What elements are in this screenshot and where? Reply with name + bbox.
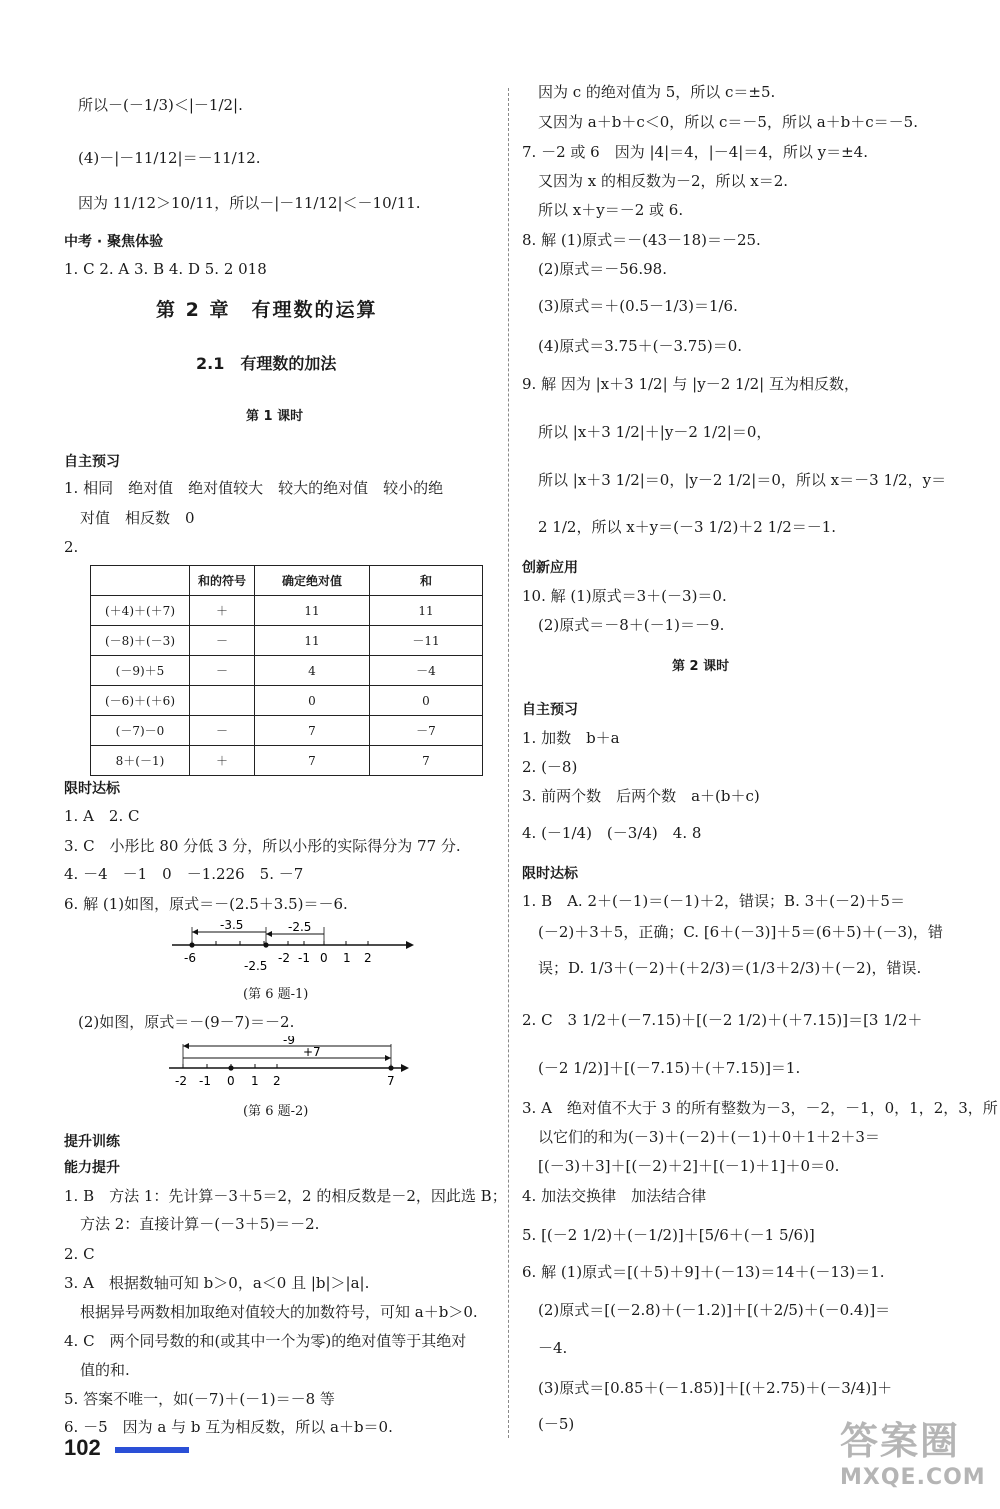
text-line: 又因为 x 的相反数为－2，所以 x＝2. [538,172,789,190]
fig-label: 0 [320,951,328,965]
table-cell: 4 [255,656,370,686]
table-cell: (－8)＋(－3) [91,626,190,656]
number-line-figure-2 [165,1036,410,1098]
table-cell: (－7)－0 [91,716,190,746]
text-line: 4. C 两个同号数的和(或其中一个为零)的绝对值等于其绝对 [64,1332,467,1350]
table-cell: 0 [370,686,483,716]
fig-label: -2 [278,951,290,965]
lesson-title: 第 1 课时 [246,409,304,424]
table-cell: － [190,626,255,656]
text-line: －4. [538,1339,568,1357]
table-header-row [91,566,483,596]
text-line: (－2)＋3＋5，正确；C. [6＋(－3)]＋5＝(6＋5)＋(－3)，错 [538,923,943,941]
fig-label: -1 [199,1074,211,1088]
text-line: (2)原式＝－8＋(－1)＝－9. [538,616,725,634]
number-line-figure-1 [170,918,415,978]
text-line: 方法 2：直接计算－(－3＋5)＝－2. [80,1215,320,1233]
table-header: 和的符号 [190,566,255,596]
subsection-header: 自主预习 [522,702,578,718]
text-line: 4. 加法交换律 加法结合律 [522,1187,707,1205]
table-cell: 7 [255,746,370,776]
figure-caption: (第 6 题-2) [243,1104,309,1119]
table-cell: － [190,716,255,746]
text-line: 又因为 a＋b＋c＜0，所以 c＝－5，所以 a＋b＋c＝－5. [538,113,918,131]
text-line: 8. 解 (1)原式＝－(43－18)＝－25. [522,231,761,249]
table-cell: － [190,656,255,686]
table-cell: 0 [255,686,370,716]
fig-label: -2.5 [244,959,268,973]
text-line: 3. 前两个数 后两个数 a＋(b＋c) [522,787,760,805]
text-line: 2. C 3 1/2＋(－7.15)＋[(－2 1/2)＋(＋7.15)]＝[3 1/2＋ [522,1011,923,1029]
fig-label: -2 [175,1074,187,1088]
text-line: 1. B 方法 1：先计算－3＋5＝2，2 的相反数是－2，因此选 B； [64,1187,507,1205]
text-line: 误；D. 1/3＋(－2)＋(＋2/3)＝(1/3＋2/3)＋(－2)，错误. [538,959,922,977]
text-line: 7. －2 或 6 因为 |4|＝4，|－4|＝4，所以 y＝±4. [522,143,868,161]
text-line: (－2 1/2)]＋[(－7.15)＋(＋7.15)]＝1. [538,1059,801,1077]
text-line: 1. 加数 b＋a [522,729,620,747]
column-divider [508,88,509,1438]
fig-label: +7 [303,1045,321,1059]
addition-table [90,565,483,776]
figure-caption: (第 6 题-1) [243,987,309,1002]
text-line: (－5) [538,1415,575,1433]
text-line: 3. C 小彤比 80 分低 3 分，所以小彤的实际得分为 77 分. [64,837,461,855]
fig-label: 1 [251,1074,259,1088]
text-line: 因为 c 的绝对值为 5，所以 c＝±5. [538,83,776,101]
fig-label: -9 [283,1036,295,1047]
fig-label: 0 [227,1074,235,1088]
table-cell: 7 [370,746,483,776]
table-cell: ＋ [190,596,255,626]
text-line: [(－3)＋3]＋[(－2)＋2]＋[(－1)＋1]＋0＝0. [538,1157,840,1175]
text-line: 6. 解 (1)如图，原式＝－(2.5＋3.5)＝－6. [64,895,348,913]
text-line: 3. A 绝对值不大于 3 的所有整数为－3，－2，－1，0，1，2，3，所 [522,1099,998,1117]
fig-label: -1 [298,951,310,965]
table-row [91,686,483,716]
text-line: (2)原式＝[(－2.8)＋(－1.2)]＋[(＋2/5)＋(－0.4)]＝ [538,1301,891,1319]
table-cell: 11 [370,596,483,626]
text-line: (2)原式＝－56.98. [538,260,667,278]
table-cell: －7 [370,716,483,746]
fig-label: 7 [387,1074,395,1088]
subsection-header: 自主预习 [64,454,120,470]
point-origin [228,1065,233,1070]
table-row [91,596,483,626]
table-header: 确定绝对值 [255,566,370,596]
arrow-head [406,941,414,949]
zhongkao-answers: 1. C 2. A 3. B 4. D 5. 2 018 [64,260,267,278]
subsection-header: 限时达标 [522,866,578,882]
table-row [91,626,483,656]
fig-label: -6 [184,951,196,965]
text-line: (3)原式＝＋(0.5－1/3)＝1/6. [538,297,738,315]
text-line: 所以－(－1/3)＜|－1/2|. [78,96,243,114]
text-line: 2. C [64,1245,95,1263]
page-number-bar [115,1447,189,1453]
text-line: (3)原式＝[0.85＋(－1.85)]＋[(＋2.75)＋(－3/4)]＋ [538,1379,893,1397]
table-row [91,746,483,776]
text-line: 6. －5 因为 a 与 b 互为相反数，所以 a＋b＝0. [64,1418,393,1436]
text-line: 2 1/2，所以 x＋y＝(－3 1/2)＋2 1/2＝－1. [538,518,837,536]
table-cell: －11 [370,626,483,656]
text-line: 所以 x＋y＝－2 或 6. [538,201,684,219]
text-line: 5. [(－2 1/2)＋(－1/2)]＋[5/6＋(－1 5/6)] [522,1226,815,1244]
text-line: 3. A 根据数轴可知 b＞0，a＜0 且 |b|＞|a|. [64,1274,370,1292]
text-line: 根据异号两数相加取绝对值较大的加数符号，可知 a＋b＞0. [80,1303,478,1321]
text-line: (2)如图，原式＝－(9－7)＝－2. [78,1013,295,1031]
text-line: 所以 |x＋3 1/2|＋|y－2 1/2|＝0， [538,423,772,441]
text-line: 9. 解 因为 |x＋3 1/2| 与 |y－2 1/2| 互为相反数， [522,375,859,393]
text-line: 对值 相反数 0 [80,509,195,527]
fig-label: 2 [273,1074,281,1088]
subsection-header: 创新应用 [522,560,578,576]
text-line: 10. 解 (1)原式＝3＋(－3)＝0. [522,587,727,605]
zhongkao-header: 中考 · 聚焦体验 [64,234,164,250]
fig-label: 1 [343,951,351,965]
subsection-header: 限时达标 [64,781,120,797]
table-cell: (＋4)＋(＋7) [91,596,190,626]
lesson-title: 第 2 课时 [672,659,730,674]
table-row [91,716,483,746]
table-cell: ＋ [190,746,255,776]
table-cell: 7 [255,716,370,746]
table-row [91,656,483,686]
subsection-header: 能力提升 [64,1160,120,1176]
table-cell: 8＋(－1) [91,746,190,776]
table-cell: 11 [255,626,370,656]
text-line: 因为 11/12＞10/11，所以－|－11/12|＜－10/11. [78,194,421,212]
text-line: 以它们的和为(－3)＋(－2)＋(－1)＋0＋1＋2＋3＝ [538,1128,880,1146]
page-number: 102 [64,1435,101,1460]
text-line: 1. 相同 绝对值 绝对值较大 较大的绝对值 较小的绝 [64,479,444,497]
text-line: 1. A 2. C [64,807,140,825]
table-cell: 11 [255,596,370,626]
fig-label: -3.5 [220,918,244,932]
table-header: 和 [370,566,483,596]
text-line: 4. (－1/4) (－3/4) 4. 8 [522,824,702,842]
watermark-logo [840,1410,986,1490]
table-cell [190,686,255,716]
text-line: 值的和. [80,1361,130,1379]
table-cell: －4 [370,656,483,686]
fig-label: -2.5 [288,920,312,934]
chapter-title: 第 2 章 有理数的运算 [156,299,378,321]
watermark-text: 答案圈 [840,1419,961,1463]
arrow-head [401,1064,409,1072]
text-line: 4. －4 －1 0 －1.226 5. －7 [64,865,304,883]
table-cell: (－9)＋5 [91,656,190,686]
text-line: 2. [64,538,79,556]
subsection-header: 提升训练 [64,1134,120,1150]
table-cell: (－6)＋(＋6) [91,686,190,716]
text-line: 所以 |x＋3 1/2|＝0，|y－2 1/2|＝0，所以 x＝－3 1/2，y＝ [538,471,947,489]
section-title: 2.1 有理数的加法 [196,354,337,373]
fig-label: 2 [364,951,372,965]
watermark-url: MXQE.COM [840,1465,986,1490]
text-line: (4)原式＝3.75＋(－3.75)＝0. [538,337,743,355]
text-line: 2. (－8) [522,758,578,776]
table-header [91,566,190,596]
text-line: 6. 解 (1)原式＝[(＋5)＋9]＋(－13)＝14＋(－13)＝1. [522,1263,885,1281]
text-line: (4)－|－11/12|＝－11/12. [78,149,261,167]
text-line: 5. 答案不唯一，如(－7)＋(－1)＝－8 等 [64,1390,335,1408]
text-line: 1. B A. 2＋(－1)＝(－1)＋2，错误；B. 3＋(－2)＋5＝ [522,892,905,910]
